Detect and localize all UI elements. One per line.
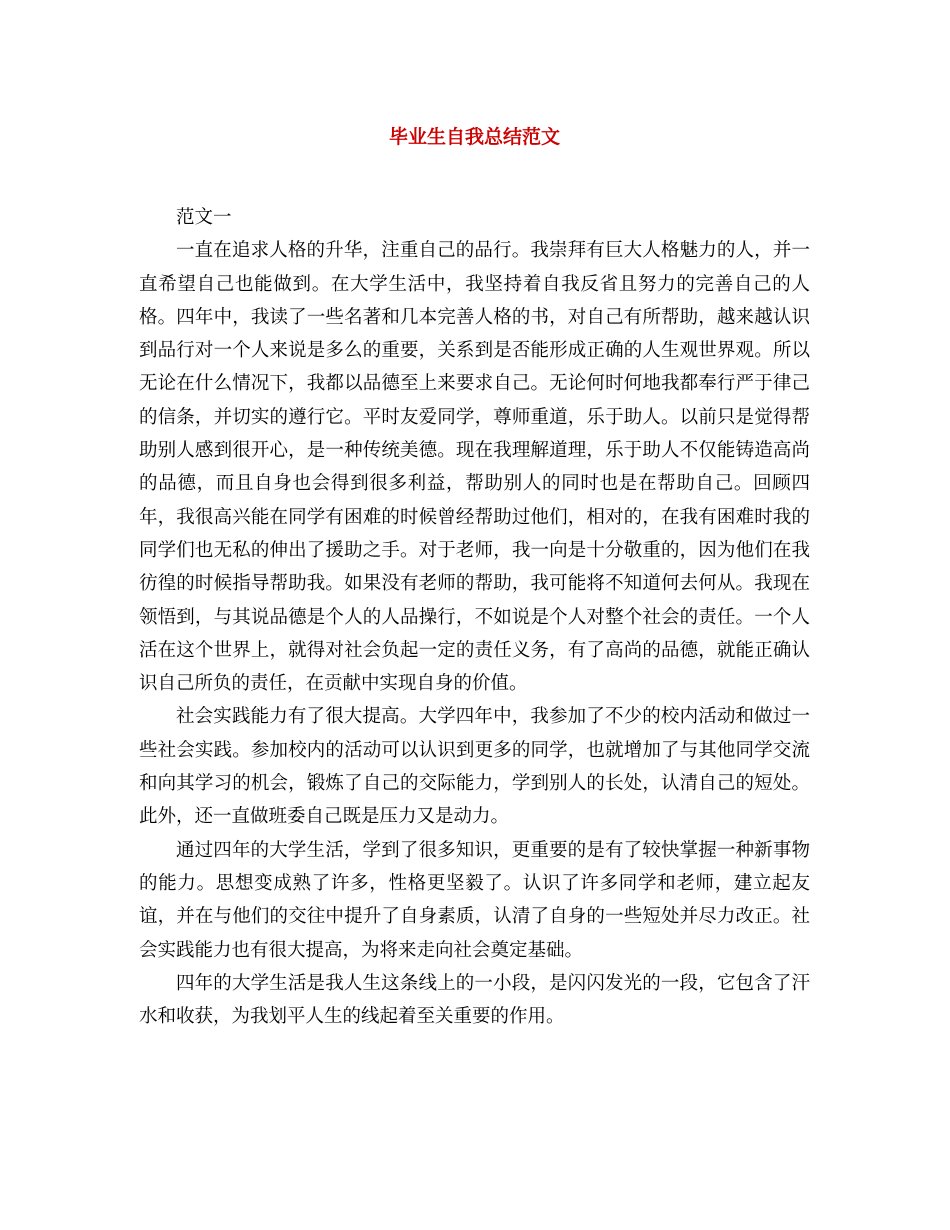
- paragraph-4: 四年的大学生活是我人生这条线上的一小段，是闪闪发光的一段，它包含了汗水和收获，为我划平人生的线起着至关重要的作用。: [139, 972, 810, 1028]
- section-label: 范文一: [176, 207, 232, 228]
- paragraph-3: 通过四年的大学生活，学到了很多知识，更重要的是有了较快掌握一种新事物的能力。思想变成熟了许多，性格更坚毅了。认识了许多同学和老师，建立起友谊，并在与他们的交往中提升了自身素质，认清了自身的一些短处并尽力改正。社会实践能力也有很大提高，为将来走向社会奠定基础。: [139, 839, 810, 961]
- paragraph-1: 一直在追求人格的升华，注重自己的品行。我崇拜有巨大人格魅力的人，并一直希望自己也能做到。在大学生活中，我坚持着自我反省且努力的完善自己的人格。四年中，我读了一些名著和几本完善人格的书，对自己有所帮助，越来越认识到品行对一个人来说是多么的重要，关系到是否能形成正确的人生观世界观。所以无论在什么情况下，我都以品德至上来要求自己。无论何时何地我都奉行严于律己的信条，并切实的遵行它。平时友爱同学，尊师重道，乐于助人。以前只是觉得帮助别人感到很开心，是一种传统美德。现在我理解道理，乐于助人不仅能铸造高尚的品德，而且自身也会得到很多利益，帮助别人的同时也是在帮助自己。回顾四年，我很高兴能在同学有困难的时候曾经帮助过他们，相对的，在我有困难时我的同学们也无私的伸出了援助之手。对于老师，我一向是十分敬重的，因为他们在我彷徨的时候指导帮助我。如果没有老师的帮助，我可能将不知道何去何从。我现在领悟到，与其说品德是个人的人品操行，不如说是个人对整个社会的责任。一个人活在这个世界上，就得对社会负起一定的责任义务，有了高尚的品德，就能正确认识自己所负的责任，在贡献中实现自身的价值。: [139, 240, 810, 695]
- document-title: 毕业生自我总结范文: [388, 126, 560, 148]
- paragraph-2: 社会实践能力有了很大提高。大学四年中，我参加了不少的校内活动和做过一些社会实践。参加校内的活动可以认识到更多的同学，也就增加了与其他同学交流和向其学习的机会，锻炼了自己的交际能力，学到别人的长处，认清自己的短处。此外，还一直做班委自己既是压力又是动力。: [139, 706, 810, 828]
